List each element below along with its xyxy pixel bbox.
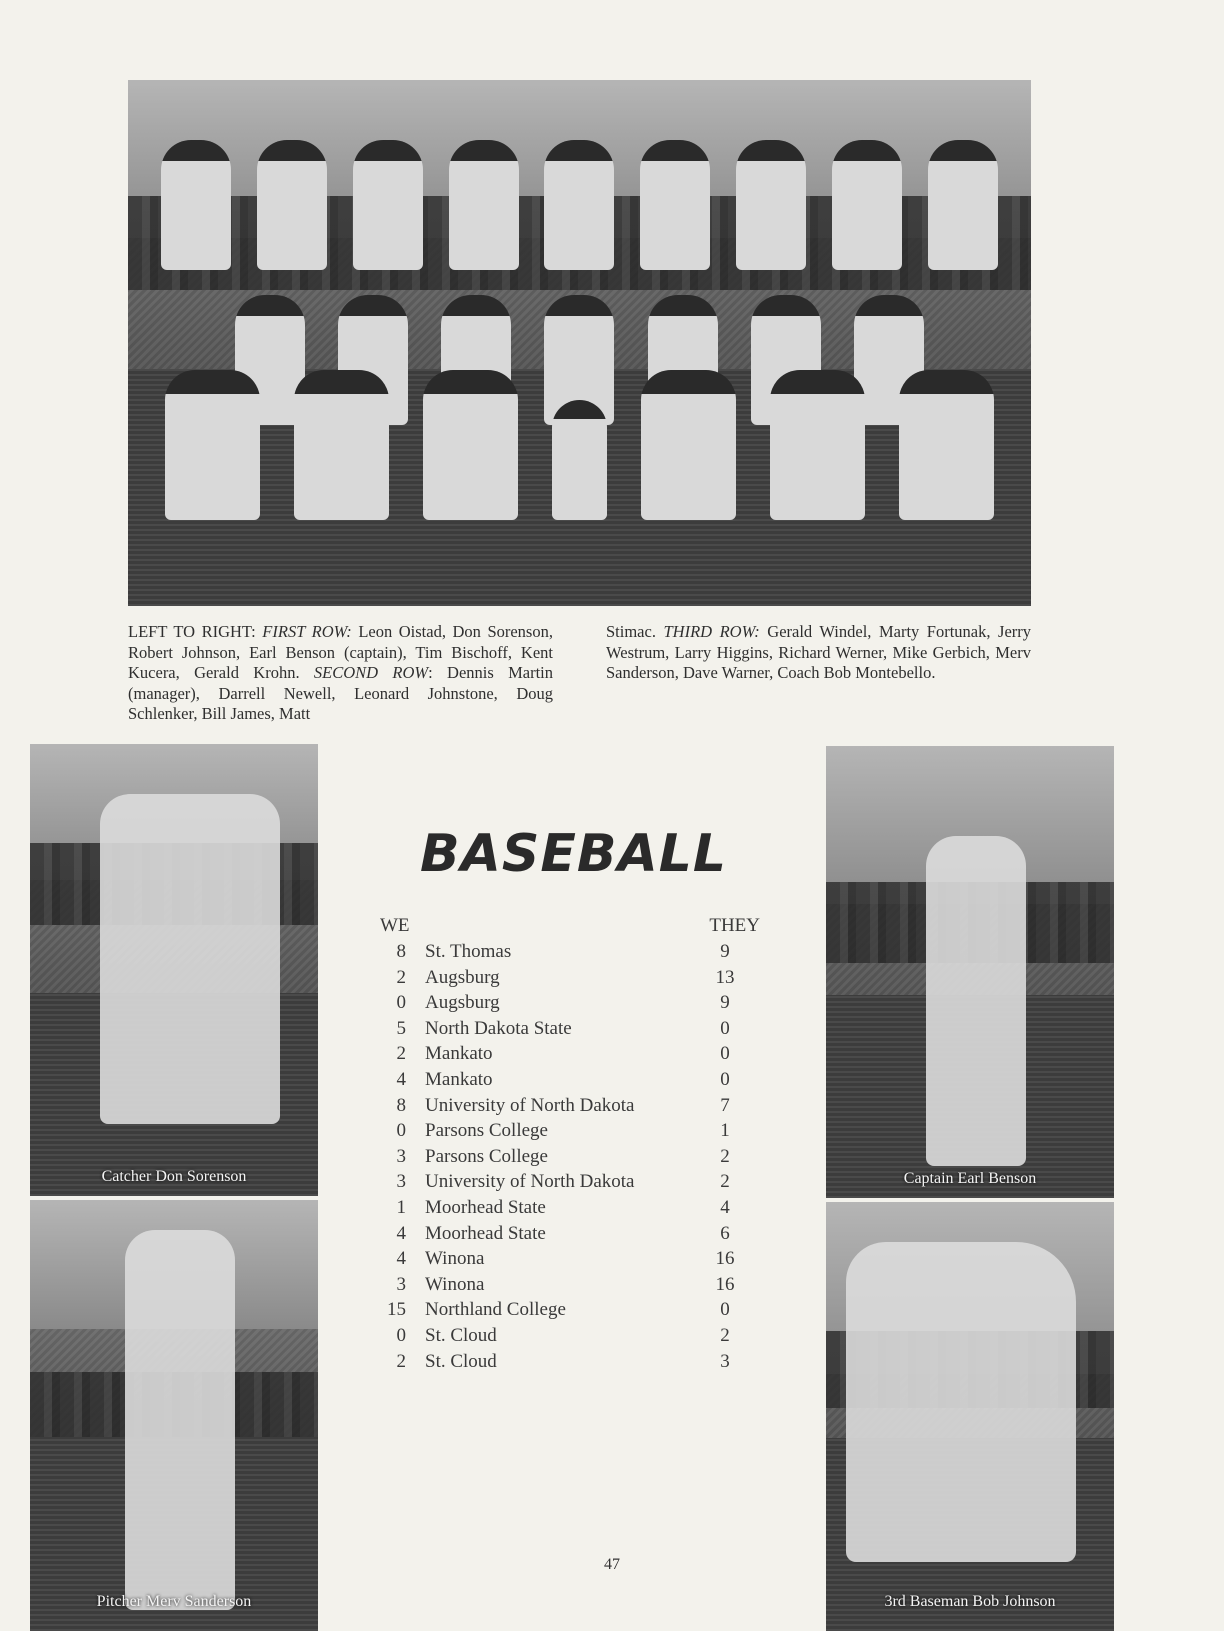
they-score: 0 (720, 1299, 730, 1321)
caption-text: Gerald Windel, Marty Fortunak, Jerry Westrum, Larry Higgins, Richard Werner, Mike Gerbich, Merv Sanderson, Dave Warner, Coach Bob Montebello. (606, 622, 1032, 682)
captain-figure (926, 836, 1026, 1166)
they-score: 0 (720, 1043, 730, 1065)
they-score: 0 (720, 1017, 730, 1039)
caption-text: LEFT TO RIGHT: (128, 622, 263, 641)
opponent-name: St. Thomas (425, 941, 512, 962)
caption-row-label: THIRD ROW: (663, 622, 768, 641)
score-row (380, 1146, 760, 1172)
score-row (380, 1274, 760, 1300)
catcher-figure (100, 794, 280, 1124)
they-score: 2 (720, 1145, 730, 1167)
captain-caption: Captain Earl Benson (903, 1170, 1037, 1187)
they-score: 16 (715, 1248, 735, 1270)
opponent-name: Northland College (425, 1299, 566, 1321)
opponent-name: Parsons College (425, 1145, 548, 1167)
opponent-name: Augsburg (425, 966, 500, 988)
we-score: 8 (396, 1094, 406, 1116)
score-row (380, 992, 760, 1018)
opponent-name: Mankato (425, 1068, 493, 1090)
score-row (380, 1197, 760, 1223)
opponent-name: Winona (425, 1273, 485, 1295)
caption-row-label: SECOND ROW (313, 663, 429, 682)
score-row (380, 1248, 760, 1274)
we-score: 3 (396, 1145, 406, 1167)
opponent-name: Moorhead State (425, 1222, 546, 1244)
score-rows (380, 941, 760, 1376)
score-row (380, 1351, 760, 1377)
opponent-name: University of North Dakota (425, 1094, 635, 1116)
score-row (380, 941, 760, 967)
we-score: 2 (396, 1043, 406, 1065)
third-baseman-figure (846, 1242, 1076, 1562)
pitcher-figure (125, 1230, 235, 1610)
we-score: 1 (396, 1196, 406, 1218)
they-score: 16 (715, 1273, 735, 1295)
score-row (380, 1171, 760, 1197)
opponent-name: St. Cloud (425, 1324, 497, 1346)
we-score: 0 (396, 1120, 406, 1142)
third-baseman-caption: 3rd Baseman Bob Johnson (884, 1593, 1056, 1610)
page-title: BASEBALL (420, 824, 727, 884)
they-score: 4 (720, 1196, 730, 1218)
we-score: 4 (396, 1222, 406, 1244)
we-score: 15 (387, 1299, 406, 1321)
they-score: 1 (720, 1120, 730, 1142)
they-score: 6 (720, 1222, 730, 1244)
pitcher-caption: Pitcher Merv Sanderson (96, 1593, 252, 1610)
we-score: 4 (396, 1248, 406, 1270)
caption-text: : Dennis Martin (manager), Darrell Newell, Leonard Johnstone, Doug Schlenker, Bill James, Matt (128, 663, 553, 723)
opponent-name: University of North Dakota (425, 1171, 635, 1193)
team-first-row (148, 370, 1011, 520)
we-score: 3 (396, 1273, 406, 1295)
team-photo (128, 80, 1031, 606)
score-row (380, 967, 760, 993)
score-row (380, 1018, 760, 1044)
score-row (380, 1095, 760, 1121)
caption-text: Leon Oistad, Don Sorenson, Robert Johnson, Earl Benson (captain), Tim Bischoff, Kent Kucera, Gerald Krohn. (128, 622, 553, 682)
score-table (380, 915, 760, 1376)
we-score: 5 (396, 1017, 406, 1039)
they-header: THEY (709, 915, 760, 936)
page-number: 47 (604, 1556, 620, 1573)
score-row (380, 1325, 760, 1351)
opponent-name: Mankato (425, 1043, 493, 1065)
opponent-name: Moorhead State (425, 1196, 546, 1218)
we-score: 2 (396, 1350, 406, 1372)
score-row (380, 1299, 760, 1325)
they-score: 13 (715, 966, 735, 988)
we-score: 2 (396, 966, 406, 988)
catcher-caption: Catcher Don Sorenson (101, 1168, 247, 1185)
catcher-photo (30, 744, 318, 1196)
we-score: 8 (396, 941, 406, 962)
caption-row-label: FIRST ROW: (262, 622, 359, 641)
they-score: 9 (720, 992, 730, 1014)
opponent-name: Parsons College (425, 1120, 548, 1142)
team-caption-right (606, 622, 1031, 684)
score-row (380, 1120, 760, 1146)
we-score: 0 (396, 1324, 406, 1346)
we-score: 4 (396, 1068, 406, 1090)
they-score: 3 (720, 1350, 730, 1372)
opponent-name: Augsburg (425, 992, 500, 1014)
they-score: 9 (720, 941, 730, 962)
they-score: 7 (720, 1094, 730, 1116)
we-score: 0 (396, 992, 406, 1014)
score-row (380, 1043, 760, 1069)
captain-photo (826, 746, 1114, 1198)
caption-text: Stimac. (606, 622, 664, 641)
they-score: 0 (720, 1068, 730, 1090)
opponent-name: St. Cloud (425, 1350, 497, 1372)
we-header: WE (380, 915, 410, 936)
team-caption-left (128, 622, 553, 725)
score-header (380, 915, 760, 941)
they-score: 2 (720, 1171, 730, 1193)
they-score: 2 (720, 1324, 730, 1346)
score-row (380, 1069, 760, 1095)
opponent-name: North Dakota State (425, 1017, 572, 1039)
score-row (380, 1223, 760, 1249)
opponent-name: Winona (425, 1248, 485, 1270)
team-third-row (148, 140, 1011, 270)
we-score: 3 (396, 1171, 406, 1193)
